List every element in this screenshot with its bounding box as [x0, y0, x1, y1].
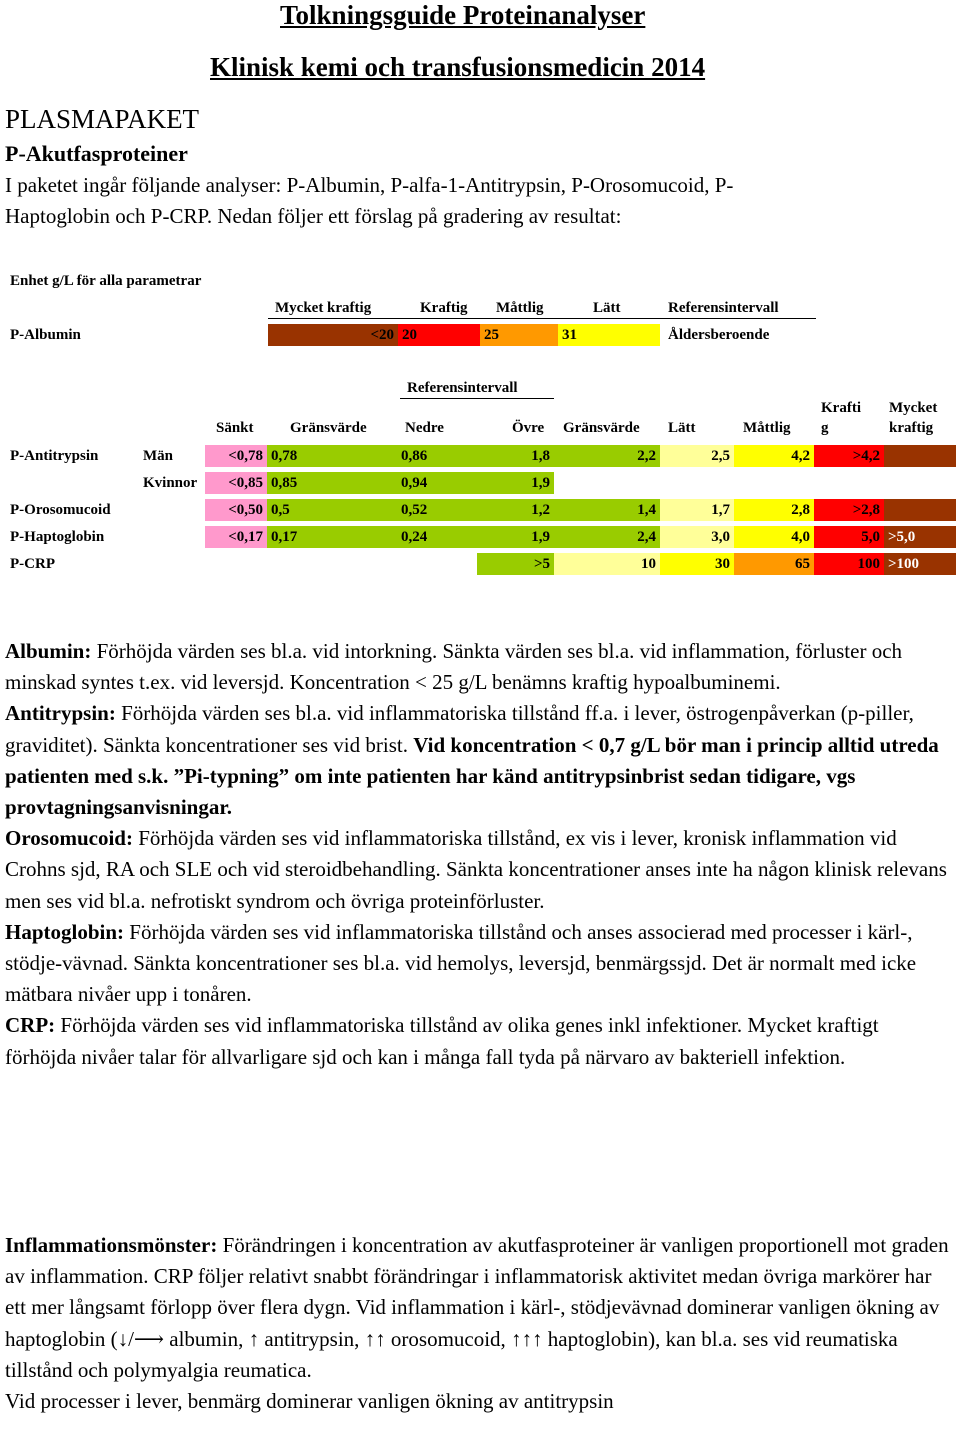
header-mycket-kraftig-line2: kraftig — [889, 420, 934, 436]
row-label-orosomucoid: P-Orosomucoid — [10, 502, 111, 518]
albumin-header-referensintervall: Referensintervall — [668, 300, 779, 316]
cell-antitrypsin-man-mycket-kraftig — [884, 445, 956, 467]
antitrypsin-text: Förhöjda värden ses bl.a. vid inflammatoriska tillstånd ff.a. i lever, östrogenpåverkan (p-piller, graviditet). Sänkta koncentrationer ses vid brist. — [5, 701, 914, 757]
cell-antitrypsin-man-gransvarde-high: 2,2 — [554, 445, 660, 467]
orosomucoid-heading: Orosomucoid: — [5, 826, 133, 851]
cell-orosomucoid-mycket-kraftig — [884, 499, 956, 521]
albumin-paragraph — [5, 636, 955, 698]
page-subtitle: Klinisk kemi och transfusionsmedicin 2014 — [210, 52, 706, 82]
cell-crp-mattlig: 65 — [734, 553, 814, 575]
cell-orosomucoid-sankt: <0,50 — [205, 499, 267, 521]
cell-crp-ovre: >5 — [477, 553, 554, 575]
cell-haptoglobin-gransvarde-high: 2,4 — [554, 526, 660, 548]
header-nedre: Nedre — [405, 420, 444, 436]
orosomucoid-text: Förhöjda värden ses vid inflammatoriska tillstånd, ex vis i lever, kronisk inflammation vid Crohns sjd, RA och SLE och vid steroidbehandling. Sänkta koncentrationer anses inte ha någon klinisk relevans men ses vid bl.a. nefrotiskt syndrom och övriga proteinförluster. — [5, 826, 947, 913]
intro-line-2: Haptoglobin och P-CRP. Nedan följer ett förslag på gradering av resultat: — [5, 204, 622, 228]
orosomucoid-paragraph — [5, 823, 955, 917]
cell-orosomucoid-ovre: 1,2 — [477, 499, 554, 521]
albumin-value-referensintervall: Åldersberoende — [668, 327, 770, 343]
header-ovre: Övre — [512, 420, 545, 436]
header-latt: Lätt — [668, 420, 696, 436]
cell-orosomucoid-kraftig: >2,8 — [814, 499, 884, 521]
cell-haptoglobin-mycket-kraftig: >5,0 — [884, 526, 956, 548]
antitrypsin-heading: Antitrypsin: — [5, 701, 116, 726]
albumin-header-mycket-kraftig: Mycket kraftig — [275, 300, 372, 316]
cell-antitrypsin-kvinnor-ovre: 1,9 — [477, 472, 554, 494]
cell-haptoglobin-sankt: <0,17 — [205, 526, 267, 548]
haptoglobin-text: Förhöjda värden ses vid inflammatoriska tillstånd och anses associerad med processer i kärl-, stödje-vävnad. Sänkta koncentrationer ses bl.a. vid hemolys, leversjd, benmärgssjd. Det är normalt med icke mätbara nivåer upp i tonåren. — [5, 919, 917, 1007]
intro-line-1: I paketet ingår följande analyser: P-Albumin, P-alfa-1-Antitrypsin, P-Orosomucoid, P- — [5, 173, 734, 197]
antitrypsin-paragraph — [5, 698, 955, 823]
cell-antitrypsin-man-sankt: <0,78 — [205, 445, 267, 467]
last-line: Vid processer i lever, benmärg dominerar vanligen ökning av antitrypsin — [5, 1389, 614, 1414]
row-label-crp: P-CRP — [10, 556, 55, 572]
albumin-header-latt: Lätt — [593, 300, 621, 316]
cell-crp-mycket-kraftig: >100 — [884, 553, 956, 575]
albumin-header-underline — [268, 318, 816, 319]
cell-haptoglobin-kraftig: 5,0 — [814, 526, 884, 548]
cell-antitrypsin-man-latt: 2,5 — [660, 445, 734, 467]
crp-paragraph — [5, 1010, 955, 1072]
cell-antitrypsin-kvinnor-sankt: <0,85 — [205, 472, 267, 494]
cell-antitrypsin-kvinnor-gransvarde-low: 0,85 — [267, 472, 397, 494]
page-title: Tolkningsguide Proteinanalyser — [280, 0, 646, 30]
header-kraftig-line1: Krafti — [821, 400, 861, 416]
albumin-value-kraftig: 20 — [398, 324, 480, 346]
haptoglobin-paragraph — [5, 917, 955, 1011]
cell-crp-latt: 30 — [660, 553, 734, 575]
albumin-value-mattlig: 25 — [480, 324, 558, 346]
row-sub-man: Män — [143, 448, 173, 464]
cell-haptoglobin-latt: 3,0 — [660, 526, 734, 548]
header-gransvarde-high: Gränsvärde — [563, 420, 640, 436]
subsection-heading: P-Akutfasproteiner — [5, 141, 188, 166]
antitrypsin-bold-text: Vid koncentration < 0,7 g/L bör man i princip alltid utreda patienten med s.k. ”Pi-typning” om inte patienten har känd antitrypsinbrist sedan tidigare, vgs provtagningsanvisningar. — [5, 732, 939, 820]
albumin-row-label: P-Albumin — [10, 327, 81, 343]
row-label-antitrypsin: P-Antitrypsin — [10, 448, 99, 464]
cell-antitrypsin-man-mattlig: 4,2 — [734, 445, 814, 467]
header-sankt: Sänkt — [216, 420, 254, 436]
cell-orosomucoid-gransvarde-low: 0,5 — [267, 499, 397, 521]
cell-antitrypsin-man-ovre: 1,8 — [477, 445, 554, 467]
albumin-heading: Albumin: — [5, 639, 92, 663]
inflammation-text: Förändringen i koncentration av akutfasproteiner är vanligen proportionell mot graden av inflammation. CRP följer relativt snabbt förändringar i inflammatorisk aktivitet medan övriga markörer har ett mer långsamt förlopp över flera dygn. Vid inflammation i kärl-, stödjevävnad dominerar vanligen ökning av haptoglobin (↓/⟶ albumin, ↑ antitrypsin, ↑↑ orosomucoid, ↑↑↑ haptoglobin), kan bl.a. ses vid reumatiska tillstånd och polymyalgia reumatica. — [5, 1233, 949, 1382]
inflammation-heading: Inflammationsmönster: — [5, 1233, 218, 1257]
cell-antitrypsin-man-gransvarde-low: 0,78 — [267, 445, 397, 467]
cell-antitrypsin-man-nedre: 0,86 — [397, 445, 477, 467]
row-label-haptoglobin: P-Haptoglobin — [10, 529, 105, 545]
albumin-value-latt: 31 — [558, 324, 660, 346]
unit-note: Enhet g/L för alla parametrar — [10, 273, 202, 289]
description-section — [5, 636, 955, 1073]
header-mattlig: Måttlig — [743, 420, 791, 436]
ref-header-underline — [400, 398, 554, 399]
inflammation-section — [5, 1230, 955, 1417]
header-gransvarde-low: Gränsvärde — [290, 420, 367, 436]
cell-haptoglobin-nedre: 0,24 — [397, 526, 477, 548]
cell-crp-kraftig: 100 — [814, 553, 884, 575]
cell-orosomucoid-latt: 1,7 — [660, 499, 734, 521]
albumin-header-kraftig: Kraftig — [420, 300, 468, 316]
header-kraftig-line2: g — [821, 420, 829, 436]
header-mycket-kraftig-line1: Mycket — [889, 400, 938, 416]
cell-orosomucoid-mattlig: 2,8 — [734, 499, 814, 521]
haptoglobin-heading: Haptoglobin: — [5, 919, 125, 944]
albumin-header-mattlig: Måttlig — [496, 300, 544, 316]
ref-header: Referensintervall — [407, 380, 518, 396]
cell-haptoglobin-mattlig: 4,0 — [734, 526, 814, 548]
cell-antitrypsin-man-kraftig: >4,2 — [814, 445, 884, 467]
cell-crp-gransvarde-high: 10 — [554, 553, 660, 575]
albumin-value-mycket-kraftig: <20 — [268, 324, 398, 346]
section-heading: PLASMAPAKET — [5, 104, 200, 134]
crp-heading: CRP: — [5, 1013, 56, 1038]
crp-text: Förhöjda värden ses vid inflammatoriska tillstånd av olika genes inkl infektioner. Mycket kraftigt förhöjda nivåer talar för allvarligare sjd och kan i många fall tyda på närvaro av bakteriell infektion. — [5, 1013, 879, 1069]
row-sub-kvinnor: Kvinnor — [143, 475, 198, 491]
inflammation-paragraph — [5, 1230, 955, 1386]
cell-antitrypsin-kvinnor-nedre: 0,94 — [397, 472, 477, 494]
cell-orosomucoid-gransvarde-high: 1,4 — [554, 499, 660, 521]
albumin-text: Förhöjda värden ses bl.a. vid intorkning. Sänkta värden ses bl.a. vid inflammation, förluster och minskad syntes t.ex. vid leversjd. Koncentration < 25 g/L benämns kraftig hypoalbuminemi. — [5, 639, 903, 695]
cell-haptoglobin-ovre: 1,9 — [477, 526, 554, 548]
cell-orosomucoid-nedre: 0,52 — [397, 499, 477, 521]
cell-haptoglobin-gransvarde-low: 0,17 — [267, 526, 397, 548]
